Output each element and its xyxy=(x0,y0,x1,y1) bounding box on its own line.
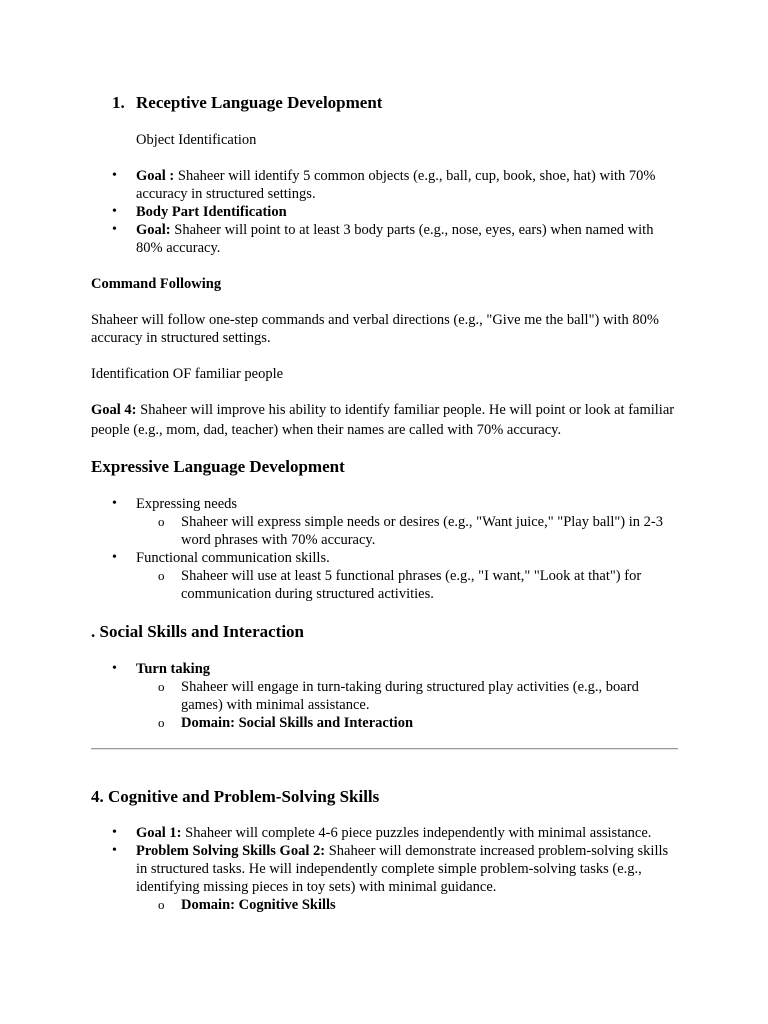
bullet-icon: • xyxy=(112,168,117,183)
goal-text: Shaheer will point to at least 3 body parts (e.g., nose, eyes, ears) when named with 80% accuracy. xyxy=(136,222,654,256)
section-heading-expressive: Expressive Language Development xyxy=(91,457,345,476)
list-item-expressing-needs: Expressing needs xyxy=(136,496,238,512)
goal-label: Goal 1: xyxy=(136,825,182,841)
section-heading-social: . Social Skills and Interaction xyxy=(91,622,305,641)
list-item-body-part xyxy=(136,203,681,221)
list-item-goal-body-parts xyxy=(136,221,681,257)
bullet-icon: • xyxy=(112,496,117,511)
sub-list-item: Shaheer will express simple needs or desires (e.g., "Want juice," "Play ball") in 2-3 word phrases with 70% accuracy. xyxy=(181,514,663,548)
bullet-icon: • xyxy=(112,825,117,840)
bullet-icon: • xyxy=(112,550,117,565)
sub-bullet-icon: o xyxy=(158,897,165,912)
sub-bullet-icon: o xyxy=(158,679,165,694)
list-item-goal2 xyxy=(136,842,681,896)
goal-text: Shaheer will demonstrate increased problem-solving skills in structured tasks. He will independently complete simple problem-solving tasks (e.g., identifying missing pieces in toy sets) with minimal guidance. xyxy=(136,843,669,895)
goal4-text: Shaheer will improve his ability to identify familiar people. He will point or look at familiar people (e.g., mom, dad, teacher) when their names are called with 70% accuracy. xyxy=(91,402,675,438)
bullet-icon: • xyxy=(112,843,117,858)
bullet-icon: • xyxy=(112,222,117,237)
goal4-label: Goal 4: xyxy=(91,402,137,418)
familiar-people-heading: Identification OF familiar people xyxy=(91,366,284,382)
bullet-icon: • xyxy=(112,204,117,219)
item-label: Body Part Identification xyxy=(136,204,287,220)
list-item-goal1 xyxy=(136,824,681,842)
goal-text: Shaheer will complete 4-6 piece puzzles independently with minimal assistance. xyxy=(181,825,652,841)
goal-label: Goal: xyxy=(136,222,171,238)
domain-label: Domain: Cognitive Skills xyxy=(181,897,336,913)
subheading-object-identification: Object Identification xyxy=(136,132,257,148)
goal-text: Shaheer will identify 5 common objects (e.g., ball, cup, book, shoe, hat) with 70% accuracy in structured settings. xyxy=(136,168,656,202)
list-item-functional-communication: Functional communication skills. xyxy=(136,550,330,566)
list-item-turn-taking: Turn taking xyxy=(136,661,211,677)
goal-label: Goal : xyxy=(136,168,175,184)
command-following-heading: Command Following xyxy=(91,276,222,292)
sub-bullet-icon: o xyxy=(158,715,165,730)
section-number: 1. xyxy=(112,93,125,112)
sub-bullet-icon: o xyxy=(158,568,165,583)
domain-label: Domain: Social Skills and Interaction xyxy=(181,715,414,731)
section-heading-receptive: Receptive Language Development xyxy=(136,93,383,112)
goal4-paragraph xyxy=(91,400,681,440)
bullet-icon: • xyxy=(112,661,117,676)
goal-label: Problem Solving Skills Goal 2: xyxy=(136,843,326,859)
sub-list-item: Shaheer will use at least 5 functional phrases (e.g., "I want," "Look at that") for communication during structured activities. xyxy=(181,568,642,602)
horizontal-divider xyxy=(91,748,678,750)
list-item-goal-objects xyxy=(136,167,681,203)
sub-bullet-icon: o xyxy=(158,514,165,529)
section-heading-cognitive: 4. Cognitive and Problem-Solving Skills xyxy=(91,787,380,806)
sub-list-item: Shaheer will engage in turn-taking during structured play activities (e.g., board games) with minimal assistance. xyxy=(181,679,639,713)
command-following-text: Shaheer will follow one-step commands and verbal directions (e.g., "Give me the ball") with 80% accuracy in structured settings. xyxy=(91,312,659,346)
